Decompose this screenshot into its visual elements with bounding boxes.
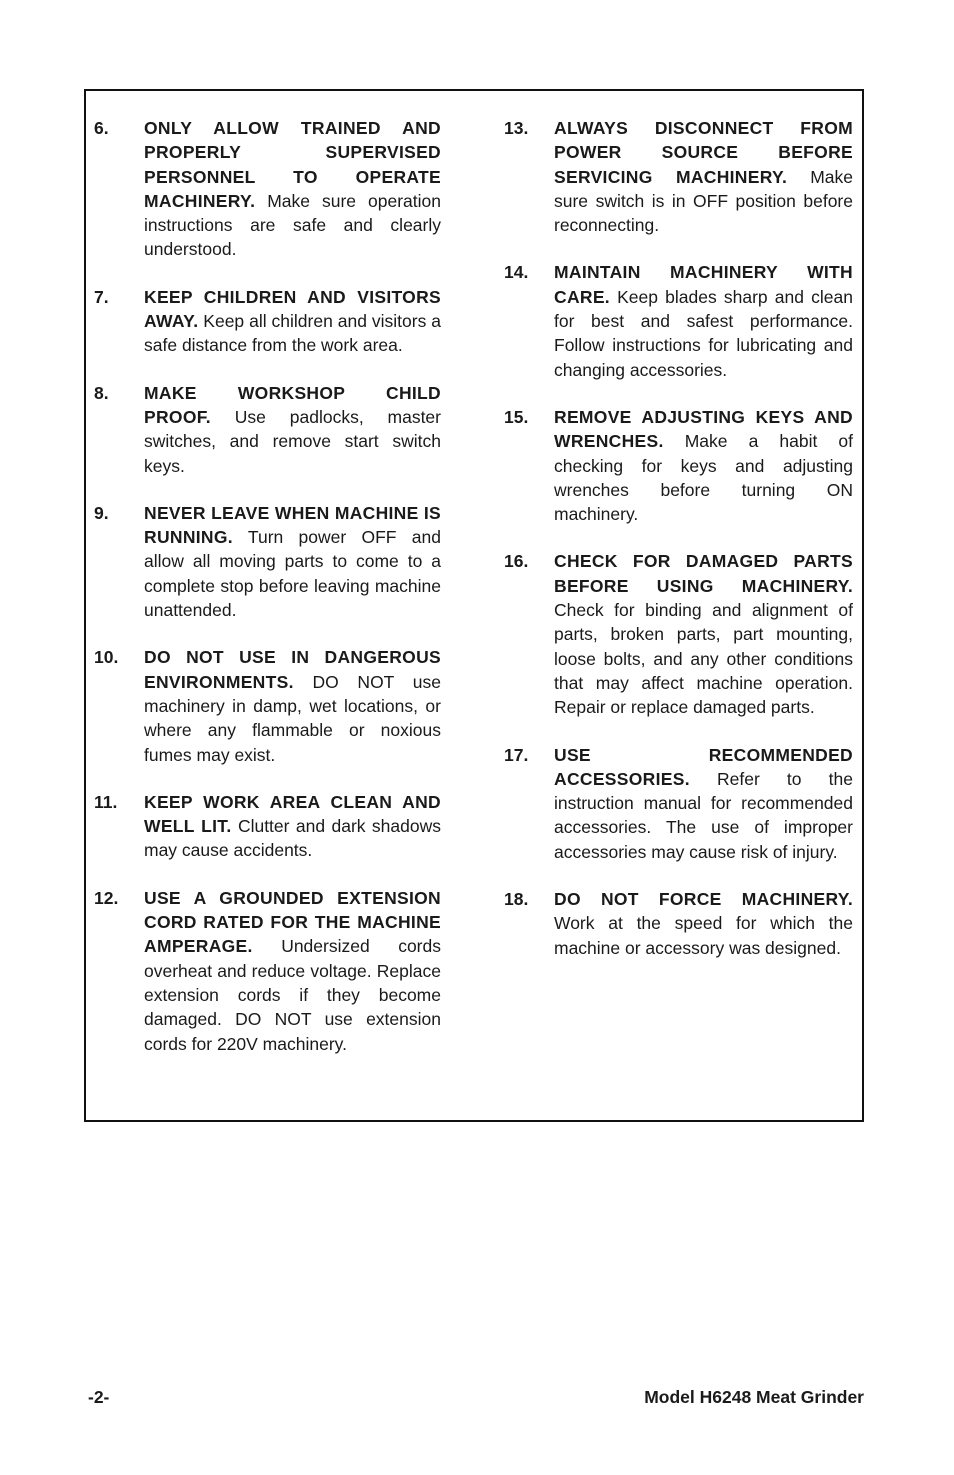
item-number: 17. <box>504 744 529 765</box>
list-item <box>504 116 853 237</box>
item-number: 10. <box>94 647 119 668</box>
item-text: Keep all children and visitors a safe distance from the work area. <box>144 311 441 356</box>
item-heading: KEEP CHILDREN AND VISITORS AWAY. <box>144 286 441 332</box>
page-number: -2- <box>88 1387 110 1407</box>
item-heading: USE A GROUNDED EXTENSION CORD RATED FOR THE MACHINE AMPERAGE. <box>144 887 441 957</box>
item-text: DO NOT use machinery in damp, wet locations, or where any flammable or noxious fumes may exist. <box>144 671 441 765</box>
item-number: 7. <box>94 286 109 307</box>
item-text: Make sure switch is in OFF position before reconnecting. <box>554 166 853 236</box>
item-heading: ONLY ALLOW TRAINED AND PROPERLY SUPERVISED PERSONNEL TO OPERATE MACHINERY. <box>144 118 441 211</box>
list-item <box>504 887 853 960</box>
list-item <box>504 260 853 381</box>
item-text: Turn power OFF and allow all moving parts to come to a complete stop before leaving machine unattended. <box>144 527 441 621</box>
item-heading: ALWAYS DISCONNECT FROM POWER SOURCE BEFORE SERVICING MACHINERY. <box>554 118 853 187</box>
item-heading: CHECK FOR DAMAGED PARTS BEFORE USING MACHINERY. <box>554 551 853 596</box>
item-text: Make sure operation instructions are safe and clearly understood. <box>144 190 441 260</box>
item-number: 8. <box>94 382 109 403</box>
item-heading: DO NOT USE IN DANGEROUS ENVIRONMENTS. <box>144 647 441 692</box>
list-item <box>94 790 441 863</box>
list-item <box>504 743 853 864</box>
item-text: Keep blades sharp and clean for best and safest performance. Follow instructions for lubricating and changing accessories. <box>554 286 853 380</box>
item-number: 16. <box>504 551 529 572</box>
list-item <box>94 645 441 766</box>
list-item <box>94 285 441 358</box>
list-item <box>504 405 853 526</box>
right-column <box>504 116 853 983</box>
item-text: Refer to the instruction manual for recommended accessories. The use of improper accessories may cause risk of injury. <box>554 768 853 862</box>
model-name: Model H6248 Meat Grinder <box>644 1387 864 1407</box>
item-heading: DO NOT FORCE MACHINERY. <box>554 889 853 910</box>
list-item <box>94 381 441 478</box>
item-number: 12. <box>94 887 119 908</box>
item-number: 14. <box>504 262 529 283</box>
item-text: Use padlocks, master switches, and remove start switch keys. <box>144 406 441 476</box>
item-number: 13. <box>504 118 529 138</box>
list-item <box>504 549 853 719</box>
item-number: 9. <box>94 502 109 523</box>
item-number: 15. <box>504 406 529 427</box>
item-number: 18. <box>504 889 529 910</box>
left-column <box>94 116 441 1079</box>
item-heading: MAINTAIN MACHINERY WITH CARE. <box>554 262 853 307</box>
item-heading: NEVER LEAVE WHEN MACHINE IS RUNNING. <box>144 502 441 548</box>
item-number: 11. <box>94 791 118 812</box>
item-heading: REMOVE ADJUSTING KEYS AND WRENCHES. <box>554 406 853 452</box>
item-heading: MAKE WORKSHOP CHILD PROOF. <box>144 382 441 427</box>
item-text: Clutter and dark shadows may cause accidents. <box>144 816 441 861</box>
item-text: Check for binding and alignment of parts, broken parts, part mounting, loose bolts, and any other conditions that may affect machine operation. Repair or replace damaged parts. <box>554 600 853 718</box>
item-heading: USE RECOMMENDED ACCESSORIES. <box>554 744 853 789</box>
item-heading: KEEP WORK AREA CLEAN AND WELL LIT. <box>144 791 441 837</box>
item-number: 6. <box>94 118 109 138</box>
list-item <box>94 501 441 622</box>
item-text: Undersized cords overheat and reduce voltage. Replace extension cords if they become damaged. DO NOT use extension cords for 220V machinery. <box>144 936 441 1054</box>
item-text: Make a habit of checking for keys and adjusting wrenches before turning ON machinery. <box>554 431 853 525</box>
list-item <box>94 886 441 1056</box>
item-text: Work at the speed for which the machine or accessory was designed. <box>554 913 853 958</box>
list-item <box>94 116 441 262</box>
